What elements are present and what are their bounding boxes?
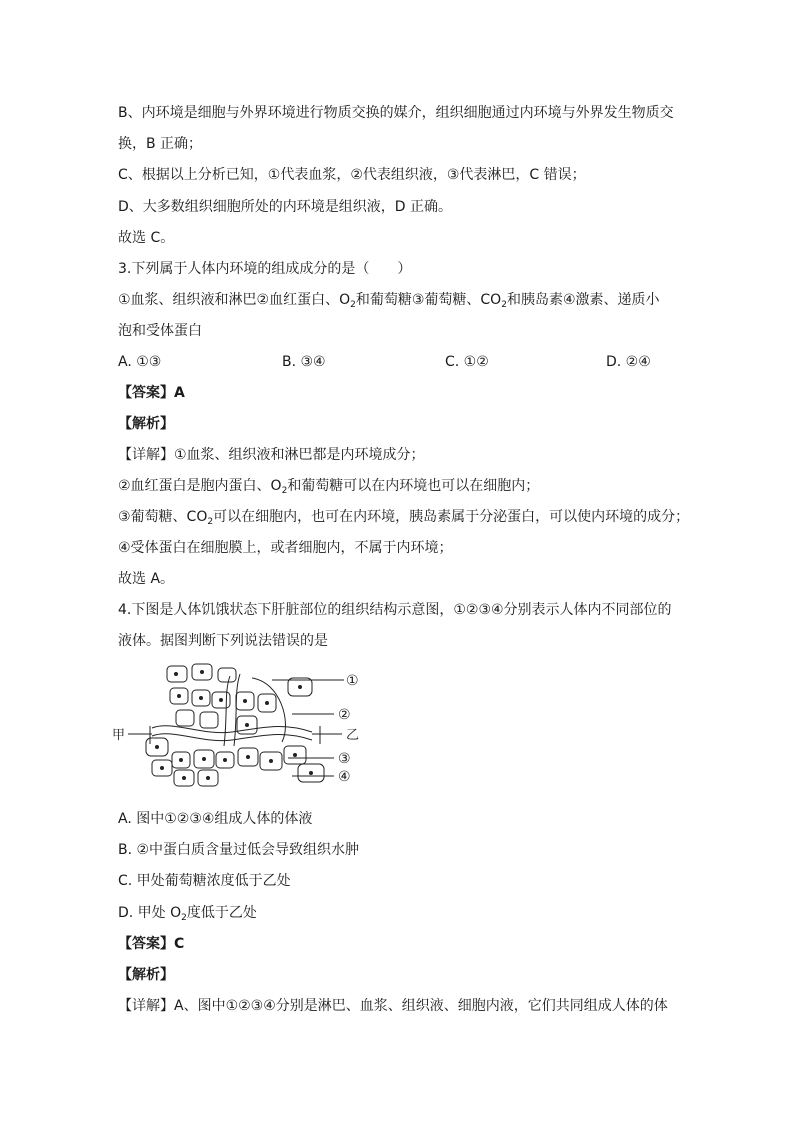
cell-nucleus [174, 672, 178, 676]
cell-nucleus [293, 753, 297, 757]
tissue-cell [218, 668, 236, 682]
capillary-upper [152, 726, 312, 733]
question-4-option-b: B. ②中蛋白质含量过低会导致组织水肿 [118, 842, 360, 858]
detail-3-line4: ④受体蛋白在细胞膜上，或者细胞内，不属于内环境； [118, 540, 453, 556]
explanation-b-line2: 换，B 正确； [118, 136, 203, 152]
detail-3-line1: 【详解】①血浆、组织液和淋巴都是内环境成分； [118, 447, 425, 463]
analysis-4-heading: 【解析】 [118, 967, 174, 983]
cell-nucleus [246, 755, 250, 759]
cell-nucleus [309, 771, 313, 775]
liver-tissue-diagram [112, 662, 362, 790]
cell-nucleus [243, 699, 247, 703]
detail-3-line3: ③葡萄糖、$CO_2$可以在细胞内，也可在内环境，胰岛素属于分泌蛋白，可以使内环境的成分； [118, 509, 690, 527]
explanation-d: D、大多数组织细胞所处的内环境是组织液，D 正确。 [118, 199, 453, 215]
lymph-vessel-left [224, 676, 230, 746]
cell-nucleus [265, 701, 269, 705]
selection-c: 故选 C。 [118, 230, 175, 246]
cell-nucleus [182, 776, 186, 780]
cell-nucleus [200, 670, 204, 674]
question-3-option-a: A. ①③ [118, 354, 162, 370]
question-4-stem-line1: 4.下图是人体饥饿状态下肝脏部位的组织结构示意图，①②③④分别表示人体内不同部位的 [118, 602, 672, 618]
capillary-lower [152, 734, 312, 741]
question-3-stem: 3.下列属于人体内环境的组成成分的是（ ） [118, 261, 412, 277]
label-4: ④ [338, 769, 351, 785]
cell-nucleus [160, 766, 164, 770]
cell-nucleus [298, 685, 302, 689]
tissue-cell [200, 712, 218, 728]
cell-nucleus [223, 758, 227, 762]
cell-nucleus [155, 745, 159, 749]
label-jia: 甲 [112, 728, 126, 743]
question-4-option-a: A. 图中①②③④组成人体的体液 [118, 811, 313, 827]
cell-nucleus [179, 758, 183, 762]
label-3: ③ [338, 751, 351, 767]
question-3-option-c: C. ①② [445, 354, 489, 370]
question-4-option-d: D. 甲处 $O_2$度低于乙处 [118, 905, 257, 923]
question-3-option-b: B. ③④ [282, 354, 326, 370]
detail-4-line1: 【详解】A、图中①②③④分别是淋巴、血浆、组织液、细胞内液，它们共同组成人体的体 [118, 998, 668, 1014]
analysis-3-heading: 【解析】 [118, 416, 174, 432]
cell-nucleus [202, 757, 206, 761]
label-yi: 乙 [346, 728, 360, 743]
cell-nucleus [269, 759, 273, 763]
explanation-b-line1: B、内环境是细胞与外界环境进行物质交换的媒介，组织细胞通过内环境与外界发生物质交 [118, 105, 674, 121]
tissue-cell [176, 710, 194, 726]
cell-nucleus [177, 694, 181, 698]
detail-3-line2: ②血红蛋白是胞内蛋白、$O_2$和葡萄糖可以在内环境也可以在细胞内； [118, 478, 540, 496]
explanation-c: C、根据以上分析已知，①代表血浆，②代表组织液，③代表淋巴，C 错误； [118, 167, 586, 183]
question-4-stem-line2: 液体。据图判断下列说法错误的是 [118, 633, 328, 649]
selection-a: 故选 A。 [118, 571, 175, 587]
question-3-option-d: D. ②④ [606, 354, 651, 370]
cell-nucleus [199, 696, 203, 700]
vessel-loop [252, 678, 285, 742]
label-1: ① [346, 673, 359, 689]
cell-nucleus [219, 698, 223, 702]
label-2: ② [338, 707, 351, 723]
question-3-items-line1: ①血浆、组织液和淋巴②血红蛋白、$O_2$和葡萄糖③葡萄糖、$CO_2$和胰岛素④激素、递质小 [118, 292, 660, 310]
question-3-items-line2: 泡和受体蛋白 [118, 323, 202, 339]
cell-nucleus [245, 723, 249, 727]
answer-3: 【答案】A [118, 385, 185, 401]
cell-nucleus [206, 776, 210, 780]
question-4-option-c: C. 甲处葡萄糖浓度低于乙处 [118, 873, 291, 889]
answer-4: 【答案】C [118, 936, 185, 952]
